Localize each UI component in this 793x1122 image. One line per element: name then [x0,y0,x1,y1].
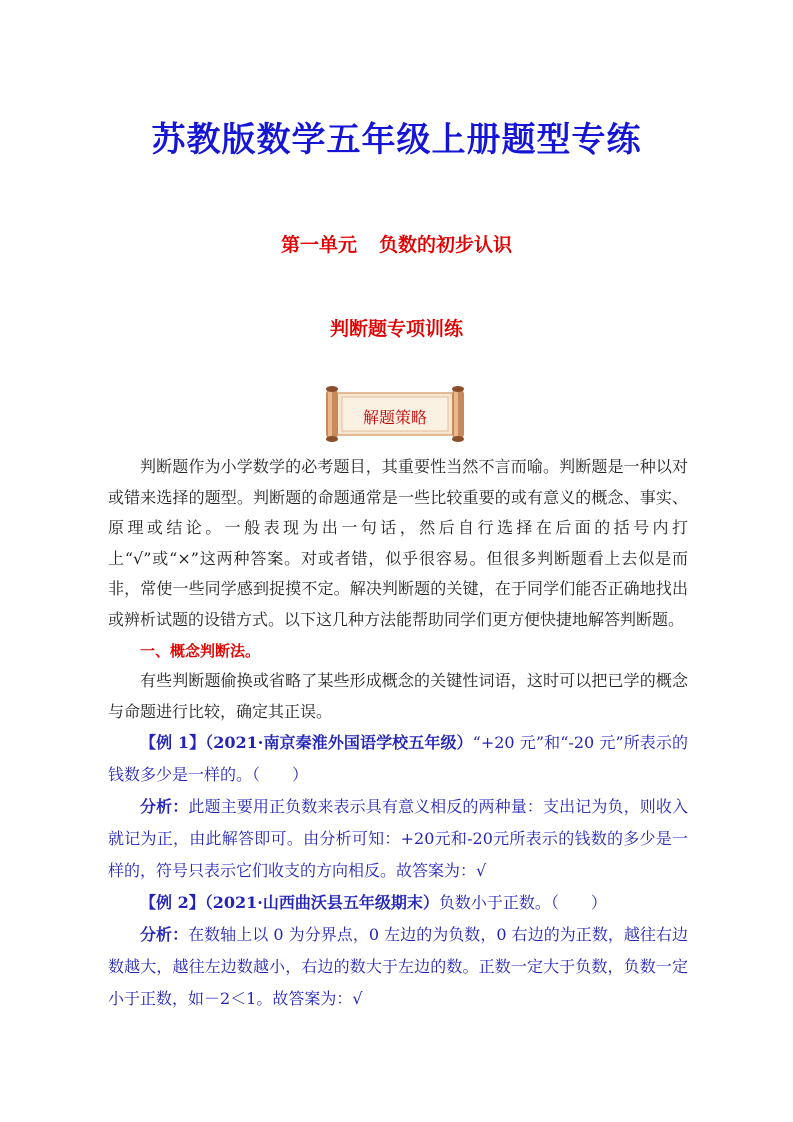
example-question-text: 负数小于正数。（ ） [438,893,607,913]
example-label: 【例 2】 [140,893,205,913]
unit-number: 第一单元 [280,234,357,256]
example-block-2 [108,887,688,1015]
example-label: 【例 1】 [140,733,206,753]
analysis-text: 此题主要用正负数来表示具有意义相反的两种量：支出记为负，则收入就记为正，由此解答即可。由分析可知：+20元和-20元所表示的钱数的多少是一样的，符号只表示它们收支的方向相反。故答案为：√ [108,797,688,881]
method-heading-text: 一、概念判断法。 [140,641,261,660]
example-question [108,887,688,919]
document-title: 苏教版数学五年级上册题型专练 [151,120,642,160]
analysis-text: 在数轴上以 0 为分界点，0 左边的为负数，0 右边的为正数，越往右边数越大，越往左边数越小，右边的数大于左边的数。正数一定大于负数，负数一定小于正数，如－2＜1。故答案为：√ [108,925,688,1009]
example-analysis [108,791,688,887]
document-body [108,452,688,1015]
method-heading [108,636,688,667]
example-source: （2021·山西曲沃县五年级期末） [204,893,439,913]
example-source: （2021·南京秦淮外国语学校五年级） [205,733,473,753]
example-question [108,727,688,791]
example-block-1 [108,727,688,887]
analysis-label: 分析： [140,925,189,945]
unit-name: 负数的初步认识 [379,234,513,256]
method-paragraph: 有些判断题偷换或省略了某些形成概念的关键性词语，这时可以把已学的概念与命题进行比较，确定其正误。 [108,671,688,721]
unit-heading [0,230,793,257]
section-subtitle: 判断题专项训练 [329,318,463,340]
banner-label: 解题策略 [362,408,427,427]
example-analysis [108,919,688,1015]
intro-paragraph: 判断题作为小学数学的必考题目，其重要性当然不言而喻。判断题是一种以对或错来选择的题型。判断题的命题通常是一些比较重要的或有意义的概念、事实、原理或结论。一般表现为出一句话，然后自行选择在后面的括号内打上“√”或“×”这两种答案。对或者错，似乎很容易。但很多判断题看上去似是而非，常使一些同学感到捉摸不定。解决判断题的关键，在于同学们能否正确地找出或辨析试题的设错方式。以下这几种方法能帮助同学们更方便快捷地解答判断题。 [108,457,688,629]
example-question-text: “+20 元”和“-20 元”所表示的钱数多少是一样的。（ ） [108,733,688,785]
scroll-banner [318,385,472,443]
analysis-label: 分析： [140,797,189,817]
